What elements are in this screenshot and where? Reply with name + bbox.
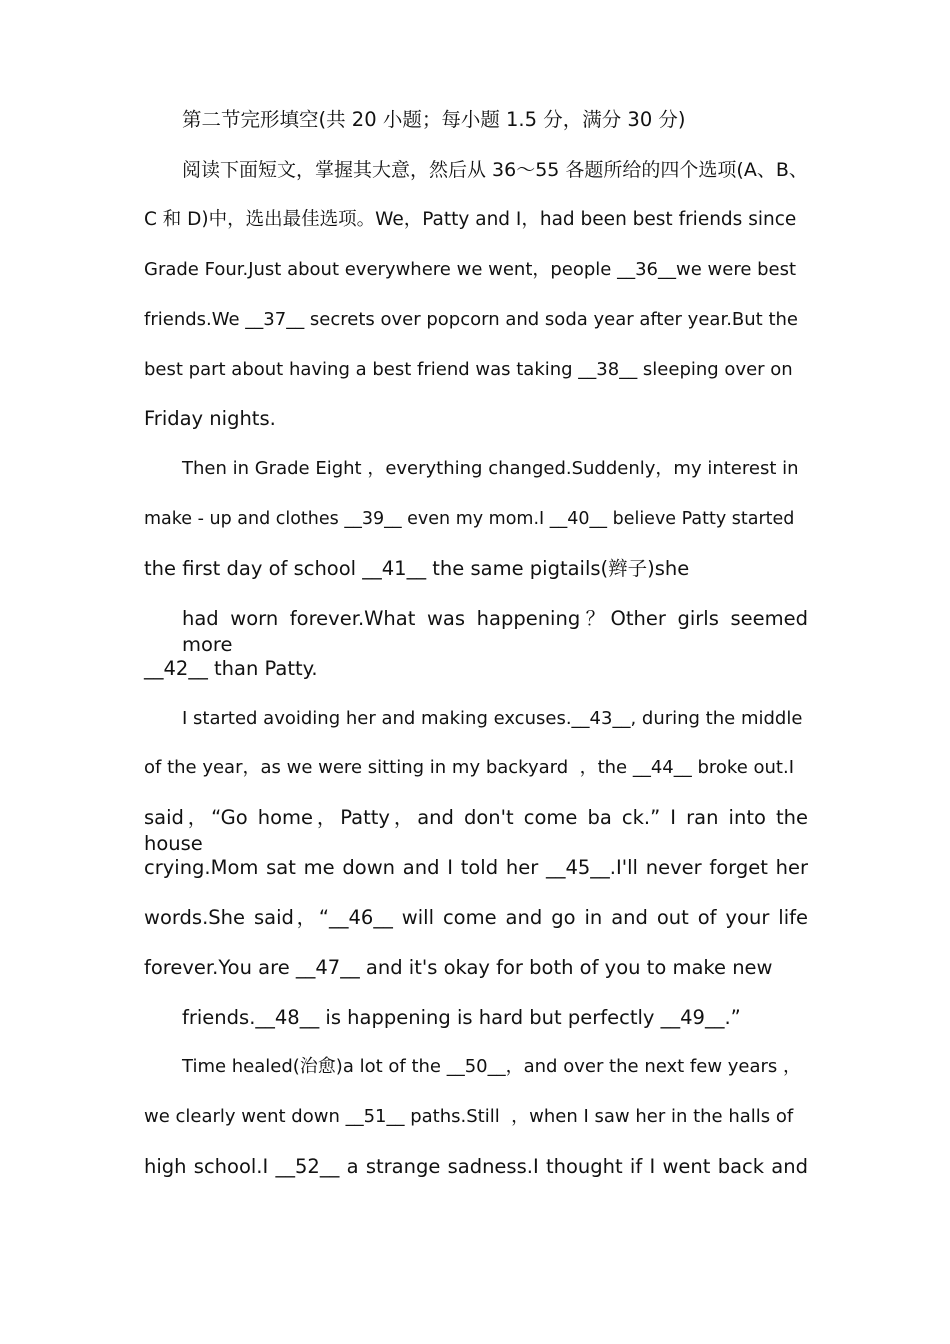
text-line: the first day of school __41__ the same pigtails(辫子)she xyxy=(144,557,690,580)
text-line: Then in Grade Eight ，everything changed.Suddenly，my interest in xyxy=(182,458,799,479)
text-line: make - up and clothes __39__ even my mom.I __40__ believe Patty started xyxy=(144,509,795,529)
text-line: 阅读下面短文，掌握其大意，然后从 36～55 各题所给的四个选项(A、B、 xyxy=(182,159,808,181)
text-line: Time healed(治愈)a lot of the __50__，and over the next few years ， xyxy=(182,1056,802,1077)
text-line: said，“Go home，Patty，and don't come ba ck.” I ran into the house xyxy=(144,806,808,855)
text-line: we clearly went down __51__ paths.Still ，when I saw her in the halls of xyxy=(144,1106,794,1127)
text-line: friends.We __37__ secrets over popcorn and soda year after year.But the xyxy=(144,309,798,330)
text-line: __42__ than Patty. xyxy=(144,657,318,680)
text-line: of the year，as we were sitting in my backyard ，the __44__ broke out.I xyxy=(144,757,795,778)
text-line: Friday nights. xyxy=(144,407,276,430)
text-line: I started avoiding her and making excuses.__43__, during the middle xyxy=(182,708,803,729)
text-line: best part about having a best friend was taking __38__ sleeping over on xyxy=(144,359,793,380)
text-line: had worn forever.What was happening？Other girls seemed more xyxy=(182,607,808,656)
text-line: forever.You are __47__ and it's okay for both of you to make new xyxy=(144,956,773,979)
section-heading: 第二节完形填空(共 20 小题；每小题 1.5 分，满分 30 分) xyxy=(182,108,686,131)
text-line: words.She said，“__46__ will come and go in and out of your life xyxy=(144,906,808,929)
text-line: crying.Mom sat me down and I told her __45__.I'll never forget her xyxy=(144,856,808,879)
text-line: Grade Four.Just about everywhere we went，people __36__we were best xyxy=(144,259,797,280)
text-line: C 和 D)中，选出最佳选项。We，Patty and I，had been best friends since xyxy=(144,209,797,230)
text-line: high school.I __52__ a strange sadness.I thought if I went back and xyxy=(144,1155,808,1178)
text-line: friends.__48__ is happening is hard but perfectly __49__.” xyxy=(182,1006,741,1029)
